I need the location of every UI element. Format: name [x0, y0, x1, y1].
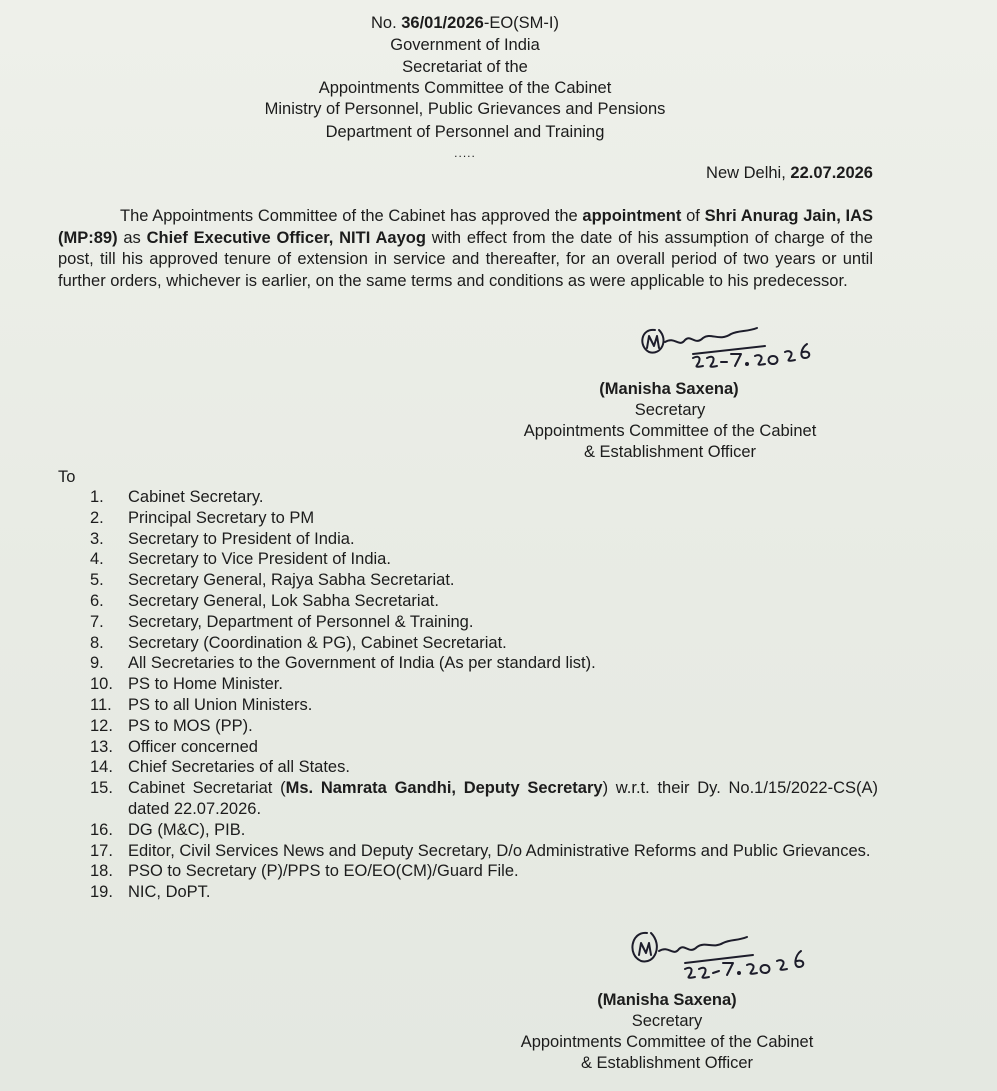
recipient-item — [58, 820, 878, 841]
svg-text:22.7.2026: 22.7.2026 — [635, 318, 640, 319]
recipient-item — [58, 529, 878, 550]
recipient-number: 13. — [90, 737, 113, 756]
recipient-number: 17. — [90, 841, 113, 860]
svg-text:22-7.2026: 22-7.2026 — [625, 925, 630, 926]
header-ministry: Ministry of Personnel, Public Grievances and Pensions — [264, 100, 666, 118]
header-dots: ..... — [454, 146, 476, 160]
signatory-org: Appointments Committee of the Cabinet — [523, 422, 817, 440]
recipient-number: 2. — [90, 508, 104, 527]
recipient-item — [58, 778, 878, 820]
recipient-text: Principal Secretary to PM — [128, 508, 315, 527]
signatory-designation: Secretary — [634, 401, 706, 419]
recipient-text: PS to all Union Ministers. — [128, 695, 313, 714]
recipient-number: 12. — [90, 716, 113, 735]
recipient-number: 7. — [90, 612, 104, 631]
recipient-item — [58, 570, 878, 591]
recipient-number: 19. — [90, 883, 113, 902]
recipient-item — [58, 674, 878, 695]
signatory-name: (Manisha Saxena) — [597, 991, 737, 1009]
recipient-text: Editor, Civil Services News and Deputy Secretary, D/o Administrative Reforms and Public Grievances. — [128, 841, 871, 860]
signature-1-handwriting — [635, 318, 845, 373]
recipient-item — [58, 716, 878, 737]
recipient-text: DG (M&C), PIB. — [128, 820, 246, 839]
recipient-text: Secretary General, Lok Sabha Secretariat. — [128, 591, 439, 610]
signature-2-handwriting — [625, 925, 835, 987]
order-paragraph: The Appointments Committee of the Cabinet has approved the appointment of Shri Anurag Jain, IAS (MP:89) as Chief Executive Officer, NITI Aayog with effect from the date of his assumption of charge of the post, till his approved tenure of extension in service and thereafter, for an overall period of two years or until further orders, whichever is earlier, on the same terms and conditions as were applicable to his predecessor. — [58, 207, 873, 290]
recipient-item — [58, 612, 878, 633]
file-number: No. 36/01/2026-EO(SM-I) — [370, 14, 559, 32]
signatory-designation: Secretary — [631, 1012, 703, 1030]
recipient-number: 11. — [90, 695, 112, 714]
recipient-item — [58, 861, 878, 882]
recipient-item — [58, 508, 878, 529]
recipients-list — [58, 487, 878, 903]
recipient-number: 1. — [90, 488, 104, 506]
recipient-item — [58, 487, 878, 508]
header-secretariat: Secretariat of the — [402, 58, 528, 76]
recipient-text: Secretary to President of India. — [128, 529, 355, 548]
recipient-text: PS to MOS (PP). — [128, 716, 253, 735]
recipient-item — [58, 882, 878, 903]
recipient-text: All Secretaries to the Government of India (As per standard list). — [128, 654, 596, 673]
place-date: New Delhi, 22.07.2026 — [706, 164, 873, 182]
recipient-item — [58, 591, 878, 612]
signatory-role: & Establishment Officer — [583, 443, 757, 461]
recipient-number: 5. — [90, 571, 104, 590]
header-department: Department of Personnel and Training — [325, 123, 605, 141]
signature-1-block — [500, 379, 840, 463]
header-committee: Appointments Committee of the Cabinet — [318, 79, 612, 97]
recipient-item — [58, 633, 878, 654]
recipient-number: 15. — [90, 779, 113, 798]
recipient-text: Cabinet Secretary. — [128, 488, 264, 506]
recipient-text: Officer concerned — [128, 737, 258, 756]
signature-2-block — [497, 990, 837, 1074]
recipient-number: 16. — [90, 820, 113, 839]
signatory-role: & Establishment Officer — [580, 1054, 754, 1072]
signatory-org: Appointments Committee of the Cabinet — [520, 1033, 814, 1051]
recipient-text: PS to Home Minister. — [128, 675, 283, 694]
recipient-number: 14. — [90, 758, 113, 777]
recipient-text: NIC, DoPT. — [128, 883, 211, 902]
recipient-item — [58, 653, 878, 674]
recipient-item — [58, 695, 878, 716]
recipient-item — [58, 757, 878, 778]
recipient-text: Secretary to Vice President of India. — [128, 550, 391, 569]
recipient-text: PSO to Secretary (P)/PPS to EO/EO(CM)/Guard File. — [128, 862, 519, 881]
recipient-number: 4. — [90, 550, 104, 569]
recipient-number: 9. — [90, 654, 104, 673]
recipient-text: Chief Secretaries of all States. — [128, 758, 350, 777]
recipient-number: 8. — [90, 633, 104, 652]
recipient-number: 3. — [90, 529, 104, 548]
recipient-text: Secretary General, Rajya Sabha Secretariat. — [128, 571, 455, 590]
recipient-item — [58, 841, 878, 862]
recipient-item — [58, 737, 878, 758]
to-label: To — [58, 468, 76, 486]
signatory-name: (Manisha Saxena) — [599, 380, 739, 398]
recipient-item — [58, 549, 878, 570]
recipient-number: 6. — [90, 591, 104, 610]
recipient-text: Cabinet Secretariat (Ms. Namrata Gandhi, Deputy Secretary) w.r.t. their Dy. No.1/15/2022-CS(A) dated 22.07.2026. — [128, 779, 878, 818]
header-government: Government of India — [390, 36, 540, 54]
recipient-number: 10. — [90, 675, 113, 694]
recipient-text: Secretary, Department of Personnel & Training. — [128, 612, 474, 631]
recipient-number: 18. — [90, 862, 113, 881]
recipient-text: Secretary (Coordination & PG), Cabinet Secretariat. — [128, 633, 507, 652]
